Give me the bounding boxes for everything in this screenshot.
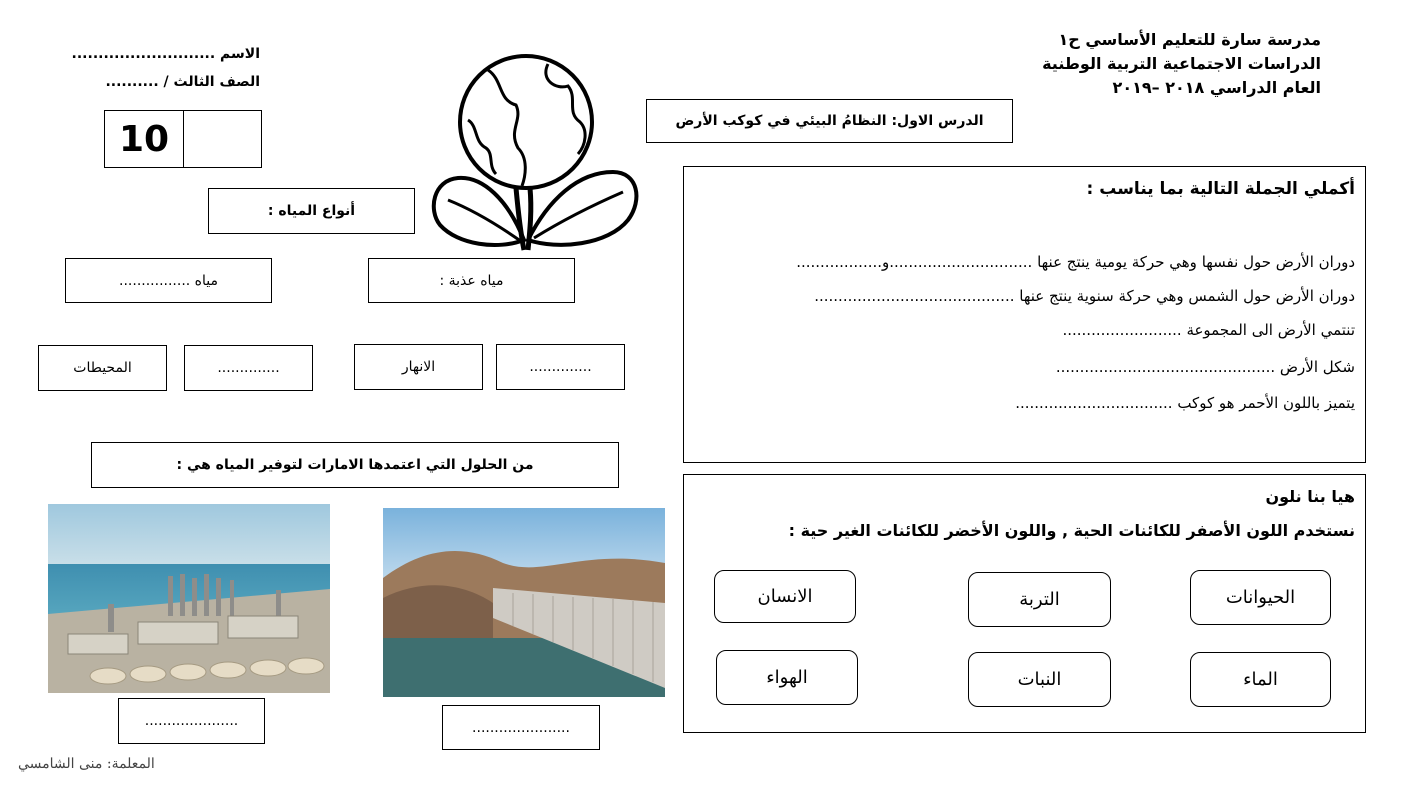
earth-plant-icon — [428, 50, 643, 255]
fresh-water-label: مياه عذبة : — [439, 272, 504, 289]
coloring-item-soil[interactable] — [968, 572, 1111, 627]
complete-line-2[interactable]: دوران الأرض حول الشمس وهي حركة سنوية ينتج عنها .......................................... — [814, 287, 1355, 305]
solutions-title-box — [91, 442, 619, 488]
desalination-plant-image — [48, 504, 330, 693]
coloring-item-animals[interactable] — [1190, 570, 1331, 625]
other-item-text: .............. — [217, 360, 280, 376]
score-value-field[interactable] — [184, 111, 261, 167]
dam-answer-box[interactable] — [442, 705, 600, 750]
coloring-item-label: التربة — [1019, 589, 1060, 610]
teacher-signature — [18, 756, 178, 772]
lesson-title-box — [646, 99, 1013, 143]
lesson-title: الدرس الاول: النظامُ البيئي في كوكب الأرض — [675, 113, 984, 129]
coloring-instruction: نستخدم اللون الأصفر للكائنات الحية , واللون الأخضر للكائنات الغير حية : — [788, 521, 1355, 540]
dam-image — [383, 508, 665, 697]
water-types-title-box — [208, 188, 415, 234]
coloring-item-plant[interactable] — [968, 652, 1111, 707]
score-total — [105, 111, 184, 167]
complete-line-5[interactable]: يتميز باللون الأحمر هو كوكب ................................. — [1015, 394, 1355, 412]
signature-text: المعلمة: منى الشامسي — [18, 756, 155, 772]
fresh-item-text: الانهار — [401, 359, 436, 375]
desalination-answer: ..................... — [144, 713, 239, 729]
coloring-item-label: النبات — [1017, 669, 1062, 690]
coloring-item-water[interactable] — [1190, 652, 1331, 707]
other-water-item-blank[interactable] — [184, 345, 313, 391]
fresh-item-text: .............. — [529, 359, 592, 375]
school-name: مدرسة سارة للتعليم الأساسي ح١ — [1058, 30, 1321, 49]
coloring-item-air[interactable] — [716, 650, 858, 705]
complete-title: أكملي الجملة التالية بما يناسب : — [1086, 179, 1355, 199]
fresh-water-item-rivers — [354, 344, 483, 390]
score-box — [104, 110, 262, 168]
student-info — [60, 40, 260, 96]
other-water-box[interactable] — [65, 258, 272, 303]
score-total-text: 10 — [118, 118, 170, 160]
complete-line-3[interactable]: تنتمي الأرض الى المجموعة ......................... — [1062, 321, 1355, 339]
coloring-item-label: الانسان — [757, 586, 813, 607]
coloring-item-label: الماء — [1243, 669, 1278, 690]
coloring-item-label: الحيوانات — [1225, 587, 1296, 608]
subject-name: الدراسات الاجتماعية التربية الوطنية — [1042, 54, 1321, 73]
complete-line-4[interactable]: شكل الأرض .............................................. — [1055, 358, 1355, 376]
desalination-answer-box[interactable] — [118, 698, 265, 744]
school-year: العام الدراسي ٢٠١٨ –٢٠١٩ — [1112, 78, 1321, 97]
other-water-item-oceans — [38, 345, 167, 391]
solutions-title: من الحلول التي اعتمدها الامارات لتوفير المياه هي : — [176, 457, 534, 473]
dam-answer: ...................... — [472, 719, 570, 736]
fresh-water-box — [368, 258, 575, 303]
student-class-field[interactable]: الصف الثالث / .......... — [105, 74, 260, 90]
coloring-item-human[interactable] — [714, 570, 856, 623]
complete-line-1[interactable]: دوران الأرض حول نفسها وهي حركة يومية ينتج عنها ..............................و.................. — [796, 253, 1355, 271]
student-name-field[interactable]: الاسم ........................... — [71, 46, 260, 62]
fresh-water-item-blank[interactable] — [496, 344, 625, 390]
water-types-title: أنواع المياه : — [267, 203, 356, 219]
other-water-label: مياه ................ — [119, 272, 218, 289]
complete-sentence-panel — [683, 166, 1366, 463]
school-info — [991, 28, 1321, 100]
coloring-item-label: الهواء — [766, 667, 808, 688]
coloring-title: هيا بنا نلون — [1265, 487, 1355, 506]
other-item-text: المحيطات — [73, 360, 132, 376]
